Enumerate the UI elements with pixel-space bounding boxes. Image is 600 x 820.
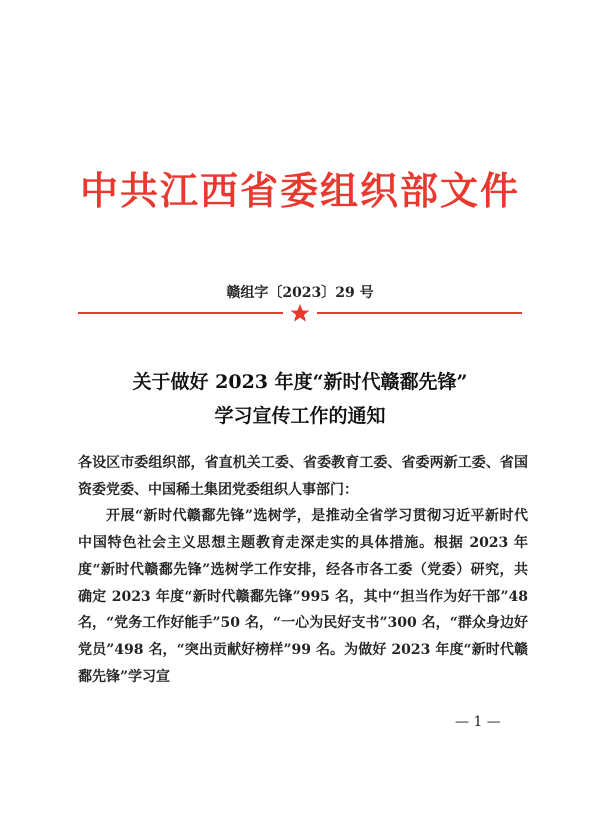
notice-title-line-1: 关于做好 2023 年度“新时代赣鄱先锋” [132,371,468,393]
document-number: 赣组字〔2023〕29 号 [226,285,374,301]
document-header-title: 中共江西省委组织部文件 [79,168,520,213]
notice-title-line-2: 学习宣传工作的通知 [214,405,386,427]
recipients-paragraph: 各设区市委组织部，省直机关工委、省委教育工委、省委两新工委、省国资委党委、中国稀土集团党委组织人事部门： [78,455,528,498]
body-paragraph: 开展“新时代赣鄱先锋”选树学，是推动全省学习贯彻习近平新时代中国特色社会主义思想主题教育走深走实的具体措施。根据 2023 年度“新时代赣鄱先锋”选树学工作安排，经各市各工委（党委）研究，共确定 2023 年度“新时代赣鄱先锋”995 名，其中“担当作为好干部”48 名，“党务工作好能手”50 名，“一心为民好支书”300 名，“群众身边好党员”498 名，“突出贡献好榜样”99 名。为做好 2023 年度“新时代赣鄱先锋”学习宣 [78,508,528,685]
star-icon [291,304,310,322]
notice-title [40,365,560,433]
red-divider [78,303,522,323]
page-number: — 1 — [455,714,501,730]
notice-body [78,450,528,690]
